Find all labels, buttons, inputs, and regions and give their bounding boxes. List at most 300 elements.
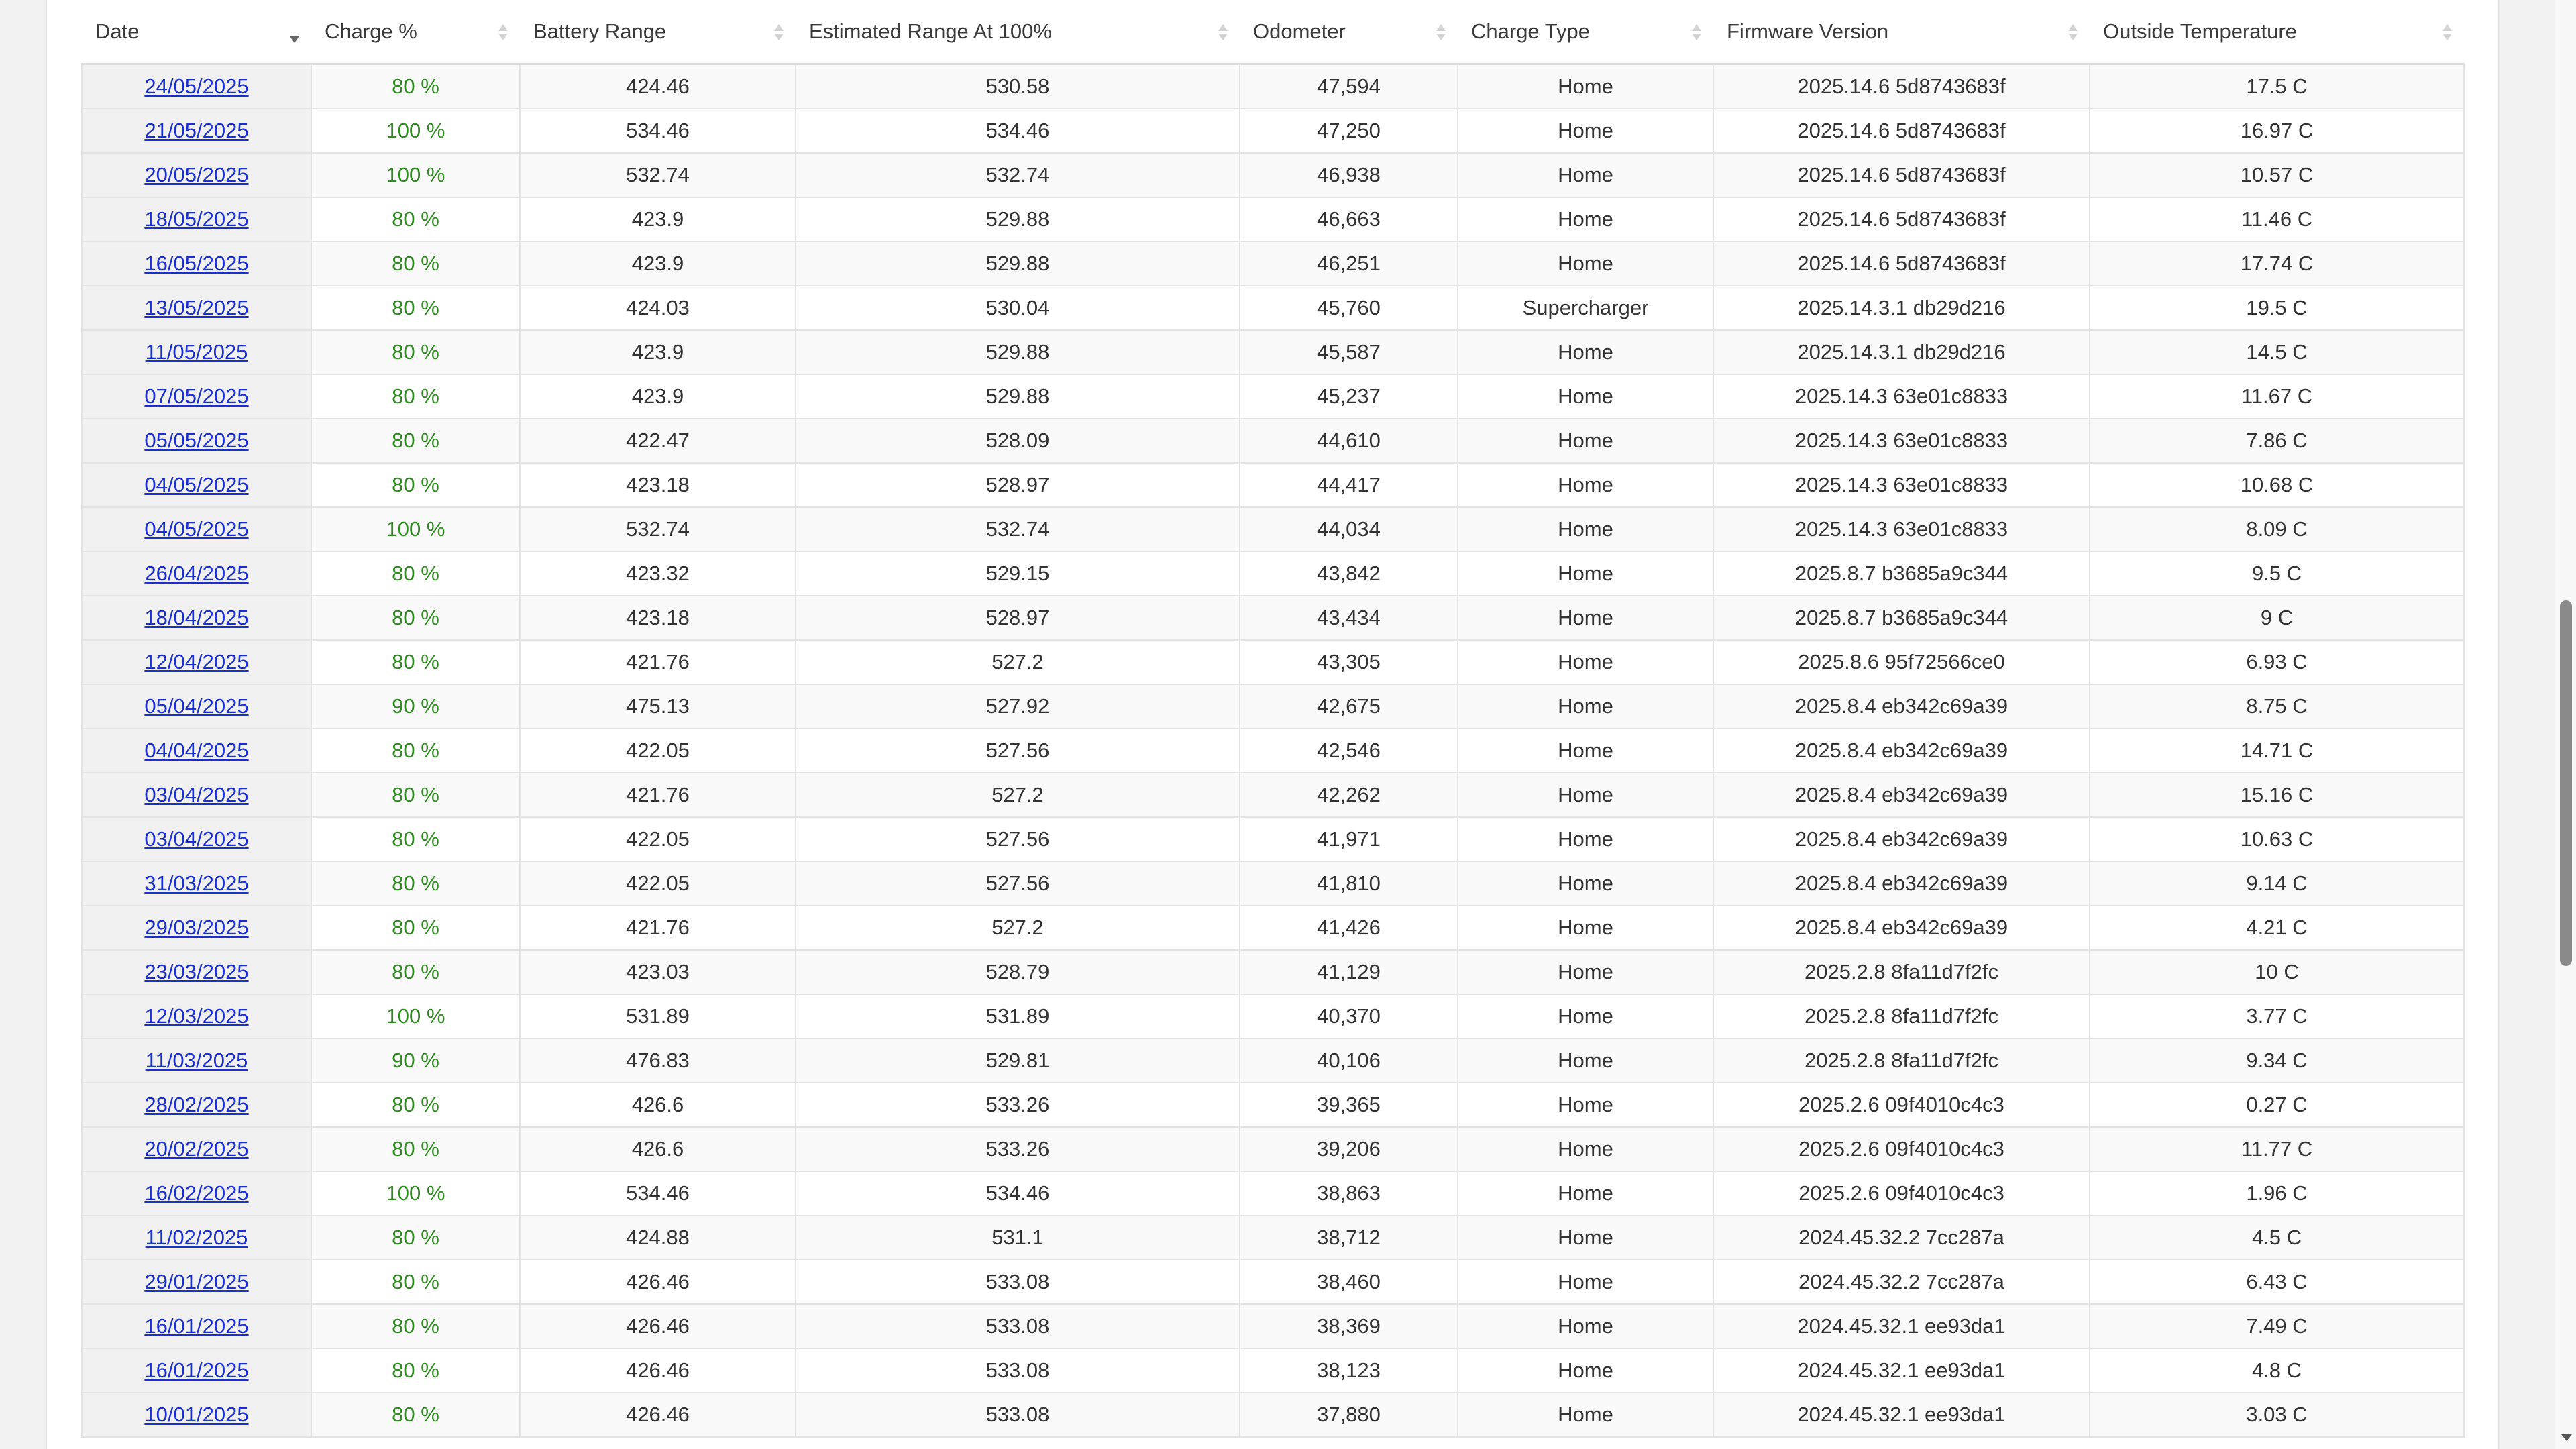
- cell-firmware-version: 2025.8.6 95f72566ce0: [1713, 640, 2090, 684]
- cell-charge-type: Home: [1458, 1216, 1713, 1260]
- cell-charge-percent: 90 %: [311, 684, 520, 729]
- cell-charge-percent: 100 %: [311, 109, 520, 153]
- cell-charge-type: Home: [1458, 729, 1713, 773]
- column-header-label: Date: [95, 19, 140, 43]
- cell-outside-temperature: 1.96 C: [2090, 1171, 2464, 1216]
- cell-firmware-version: 2025.14.3.1 db29d216: [1713, 330, 2090, 374]
- cell-estimated-range: 533.08: [796, 1393, 1240, 1437]
- cell-charge-percent: 80 %: [311, 241, 520, 286]
- sort-icon[interactable]: [498, 24, 508, 44]
- cell-battery-range: 476.83: [520, 1038, 796, 1083]
- cell-outside-temperature: 6.93 C: [2090, 640, 2464, 684]
- cell-battery-range: 424.46: [520, 64, 796, 109]
- cell-odometer: 42,546: [1240, 729, 1458, 773]
- date-link[interactable]: 03/04/2025: [144, 783, 249, 806]
- cell-firmware-version: 2025.14.6 5d8743683f: [1713, 197, 2090, 241]
- table-row: [82, 64, 2464, 109]
- cell-charge-type: Home: [1458, 773, 1713, 817]
- cell-outside-temperature: 4.8 C: [2090, 1348, 2464, 1393]
- cell-date: [82, 1348, 311, 1393]
- cell-charge-type: Home: [1458, 197, 1713, 241]
- cell-date: [82, 861, 311, 906]
- charging-history-table: [81, 0, 2465, 1438]
- cell-charge-type: Home: [1458, 153, 1713, 197]
- cell-charge-percent: 80 %: [311, 1216, 520, 1260]
- cell-date: [82, 419, 311, 463]
- cell-charge-percent: 80 %: [311, 463, 520, 507]
- cell-odometer: 39,365: [1240, 1083, 1458, 1127]
- cell-date: [82, 1083, 311, 1127]
- cell-charge-percent: 80 %: [311, 330, 520, 374]
- cell-outside-temperature: 15.16 C: [2090, 773, 2464, 817]
- table-row: [82, 861, 2464, 906]
- date-link[interactable]: 28/02/2025: [144, 1093, 249, 1116]
- date-link[interactable]: 16/05/2025: [144, 252, 249, 275]
- cell-date: [82, 994, 311, 1038]
- cell-charge-percent: 80 %: [311, 1304, 520, 1348]
- date-link[interactable]: 11/05/2025: [145, 340, 248, 364]
- cell-odometer: 44,417: [1240, 463, 1458, 507]
- cell-outside-temperature: 8.75 C: [2090, 684, 2464, 729]
- cell-estimated-range: 529.81: [796, 1038, 1240, 1083]
- column-header-label: Firmware Version: [1727, 19, 1889, 43]
- cell-odometer: 41,810: [1240, 861, 1458, 906]
- cell-date: [82, 640, 311, 684]
- cell-odometer: 38,863: [1240, 1171, 1458, 1216]
- cell-estimated-range: 532.74: [796, 153, 1240, 197]
- cell-outside-temperature: 0.27 C: [2090, 1083, 2464, 1127]
- table-row: [82, 817, 2464, 861]
- date-link[interactable]: 04/05/2025: [144, 517, 249, 541]
- cell-battery-range: 423.32: [520, 551, 796, 596]
- cell-charge-percent: 80 %: [311, 773, 520, 817]
- cell-charge-percent: 80 %: [311, 861, 520, 906]
- table-row: [82, 1260, 2464, 1304]
- cell-odometer: 47,250: [1240, 109, 1458, 153]
- table-row: [82, 994, 2464, 1038]
- cell-estimated-range: 527.2: [796, 906, 1240, 950]
- cell-battery-range: 534.46: [520, 1171, 796, 1216]
- date-link[interactable]: 07/05/2025: [144, 384, 249, 408]
- sort-icon[interactable]: [1692, 24, 1701, 44]
- cell-outside-temperature: 3.03 C: [2090, 1393, 2464, 1437]
- cell-battery-range: 426.46: [520, 1393, 796, 1437]
- cell-battery-range: 421.76: [520, 773, 796, 817]
- cell-outside-temperature: 10.68 C: [2090, 463, 2464, 507]
- cell-outside-temperature: 3.77 C: [2090, 994, 2464, 1038]
- cell-charge-percent: 80 %: [311, 197, 520, 241]
- cell-charge-type: Home: [1458, 640, 1713, 684]
- table-row: [82, 374, 2464, 419]
- date-link[interactable]: 12/04/2025: [144, 650, 249, 674]
- cell-estimated-range: 528.79: [796, 950, 1240, 994]
- date-link[interactable]: 24/05/2025: [144, 74, 249, 98]
- cell-odometer: 41,971: [1240, 817, 1458, 861]
- cell-outside-temperature: 19.5 C: [2090, 286, 2464, 330]
- table-row: [82, 950, 2464, 994]
- cell-outside-temperature: 9 C: [2090, 596, 2464, 640]
- table-row: [82, 1083, 2464, 1127]
- cell-estimated-range: 533.26: [796, 1083, 1240, 1127]
- cell-charge-percent: 100 %: [311, 507, 520, 551]
- cell-odometer: 45,587: [1240, 330, 1458, 374]
- date-link[interactable]: 18/05/2025: [144, 207, 249, 231]
- cell-firmware-version: 2025.14.3 63e01c8833: [1713, 463, 2090, 507]
- cell-charge-type: Home: [1458, 906, 1713, 950]
- cell-odometer: 46,663: [1240, 197, 1458, 241]
- cell-odometer: 37,880: [1240, 1393, 1458, 1437]
- cell-charge-percent: 80 %: [311, 729, 520, 773]
- cell-firmware-version: 2025.8.4 eb342c69a39: [1713, 773, 2090, 817]
- cell-firmware-version: 2025.2.6 09f4010c4c3: [1713, 1127, 2090, 1171]
- cell-firmware-version: 2024.45.32.2 7cc287a: [1713, 1260, 2090, 1304]
- table-row: [82, 729, 2464, 773]
- cell-charge-percent: 80 %: [311, 64, 520, 109]
- date-link[interactable]: 03/04/2025: [144, 827, 249, 851]
- date-link[interactable]: 16/01/2025: [144, 1314, 249, 1338]
- table-row: [82, 1127, 2464, 1171]
- column-header-outside-temperature[interactable]: [2090, 0, 2464, 64]
- cell-charge-type: Home: [1458, 1393, 1713, 1437]
- cell-outside-temperature: 8.09 C: [2090, 507, 2464, 551]
- cell-estimated-range: 533.08: [796, 1348, 1240, 1393]
- sort-icon[interactable]: [2068, 24, 2078, 44]
- cell-date: [82, 906, 311, 950]
- table-row: [82, 1216, 2464, 1260]
- cell-charge-percent: 90 %: [311, 1038, 520, 1083]
- cell-charge-type: Home: [1458, 1304, 1713, 1348]
- cell-charge-percent: 80 %: [311, 1127, 520, 1171]
- date-link[interactable]: 23/03/2025: [144, 960, 249, 983]
- cell-date: [82, 286, 311, 330]
- cell-firmware-version: 2025.2.8 8fa11d7f2fc: [1713, 1038, 2090, 1083]
- cell-outside-temperature: 14.71 C: [2090, 729, 2464, 773]
- cell-date: [82, 684, 311, 729]
- cell-outside-temperature: 11.67 C: [2090, 374, 2464, 419]
- cell-outside-temperature: 9.14 C: [2090, 861, 2464, 906]
- cell-outside-temperature: 7.86 C: [2090, 419, 2464, 463]
- cell-battery-range: 531.89: [520, 994, 796, 1038]
- date-link[interactable]: 29/03/2025: [144, 916, 249, 939]
- cell-firmware-version: 2025.8.4 eb342c69a39: [1713, 817, 2090, 861]
- cell-outside-temperature: 10.57 C: [2090, 153, 2464, 197]
- table-row: [82, 1393, 2464, 1437]
- cell-firmware-version: 2025.14.3 63e01c8833: [1713, 374, 2090, 419]
- cell-estimated-range: 534.46: [796, 1171, 1240, 1216]
- cell-battery-range: 423.9: [520, 374, 796, 419]
- cell-odometer: 38,369: [1240, 1304, 1458, 1348]
- cell-date: [82, 197, 311, 241]
- date-link[interactable]: 04/04/2025: [144, 739, 249, 762]
- table-row: [82, 330, 2464, 374]
- cell-estimated-range: 530.58: [796, 64, 1240, 109]
- cell-firmware-version: 2025.8.4 eb342c69a39: [1713, 861, 2090, 906]
- cell-charge-percent: 80 %: [311, 286, 520, 330]
- cell-firmware-version: 2025.14.3 63e01c8833: [1713, 507, 2090, 551]
- cell-outside-temperature: 16.97 C: [2090, 109, 2464, 153]
- cell-odometer: 45,237: [1240, 374, 1458, 419]
- cell-charge-type: Home: [1458, 861, 1713, 906]
- cell-date: [82, 330, 311, 374]
- cell-charge-type: Home: [1458, 507, 1713, 551]
- cell-battery-range: 426.46: [520, 1260, 796, 1304]
- cell-estimated-range: 527.2: [796, 773, 1240, 817]
- cell-firmware-version: 2025.2.6 09f4010c4c3: [1713, 1083, 2090, 1127]
- cell-firmware-version: 2025.2.8 8fa11d7f2fc: [1713, 950, 2090, 994]
- cell-outside-temperature: 17.5 C: [2090, 64, 2464, 109]
- cell-charge-percent: 80 %: [311, 1260, 520, 1304]
- cell-date: [82, 596, 311, 640]
- cell-outside-temperature: 7.49 C: [2090, 1304, 2464, 1348]
- table-header-row: [82, 0, 2464, 64]
- date-link[interactable]: 26/04/2025: [144, 561, 249, 585]
- cell-battery-range: 423.9: [520, 197, 796, 241]
- column-header-date[interactable]: [82, 0, 311, 64]
- cell-estimated-range: 529.88: [796, 374, 1240, 419]
- column-header-firmware-version[interactable]: [1713, 0, 2090, 64]
- column-header-charge-type[interactable]: [1458, 0, 1713, 64]
- date-link[interactable]: 16/02/2025: [144, 1181, 249, 1205]
- cell-date: [82, 551, 311, 596]
- cell-date: [82, 1038, 311, 1083]
- sort-icon[interactable]: [1436, 24, 1446, 44]
- cell-charge-type: Home: [1458, 1171, 1713, 1216]
- date-link[interactable]: 20/05/2025: [144, 163, 249, 186]
- cell-charge-type: Home: [1458, 551, 1713, 596]
- cell-charge-percent: 100 %: [311, 153, 520, 197]
- date-link[interactable]: 05/04/2025: [144, 694, 249, 718]
- cell-date: [82, 241, 311, 286]
- cell-firmware-version: 2024.45.32.1 ee93da1: [1713, 1393, 2090, 1437]
- table-row: [82, 153, 2464, 197]
- cell-odometer: 40,370: [1240, 994, 1458, 1038]
- cell-odometer: 41,129: [1240, 950, 1458, 994]
- date-link[interactable]: 11/03/2025: [145, 1049, 248, 1072]
- cell-date: [82, 507, 311, 551]
- cell-firmware-version: 2024.45.32.2 7cc287a: [1713, 1216, 2090, 1260]
- cell-battery-range: 532.74: [520, 507, 796, 551]
- date-link[interactable]: 18/04/2025: [144, 606, 249, 629]
- table-row: [82, 463, 2464, 507]
- cell-odometer: 38,460: [1240, 1260, 1458, 1304]
- cell-estimated-range: 530.04: [796, 286, 1240, 330]
- vertical-scrollbar[interactable]: [2555, 0, 2576, 1449]
- cell-battery-range: 423.9: [520, 241, 796, 286]
- date-link[interactable]: 10/01/2025: [144, 1403, 249, 1426]
- cell-battery-range: 426.46: [520, 1348, 796, 1393]
- cell-firmware-version: 2025.8.7 b3685a9c344: [1713, 551, 2090, 596]
- table-row: [82, 596, 2464, 640]
- cell-odometer: 46,938: [1240, 153, 1458, 197]
- cell-charge-percent: 80 %: [311, 374, 520, 419]
- sort-icon[interactable]: [774, 24, 784, 44]
- cell-date: [82, 463, 311, 507]
- cell-battery-range: 423.9: [520, 330, 796, 374]
- cell-date: [82, 773, 311, 817]
- page-container: [46, 0, 2500, 1449]
- cell-outside-temperature: 11.77 C: [2090, 1127, 2464, 1171]
- cell-estimated-range: 529.15: [796, 551, 1240, 596]
- cell-firmware-version: 2025.8.4 eb342c69a39: [1713, 729, 2090, 773]
- cell-battery-range: 424.03: [520, 286, 796, 330]
- cell-charge-type: Supercharger: [1458, 286, 1713, 330]
- table-row: [82, 640, 2464, 684]
- cell-estimated-range: 527.56: [796, 861, 1240, 906]
- table-row: [82, 109, 2464, 153]
- date-link[interactable]: 21/05/2025: [144, 119, 249, 142]
- cell-estimated-range: 528.97: [796, 463, 1240, 507]
- date-link[interactable]: 13/05/2025: [144, 296, 249, 319]
- cell-battery-range: 475.13: [520, 684, 796, 729]
- cell-charge-type: Home: [1458, 596, 1713, 640]
- cell-battery-range: 532.74: [520, 153, 796, 197]
- column-header-label: Charge %: [325, 19, 417, 43]
- table-body: [82, 64, 2464, 1438]
- cell-charge-percent: 80 %: [311, 1348, 520, 1393]
- cell-outside-temperature: 17.74 C: [2090, 241, 2464, 286]
- cell-charge-percent: 80 %: [311, 817, 520, 861]
- cell-outside-temperature: 11.46 C: [2090, 197, 2464, 241]
- column-header-label: Battery Range: [533, 19, 667, 43]
- cell-date: [82, 1304, 311, 1348]
- cell-battery-range: 426.6: [520, 1083, 796, 1127]
- cell-charge-percent: 80 %: [311, 906, 520, 950]
- cell-battery-range: 422.05: [520, 817, 796, 861]
- cell-estimated-range: 527.56: [796, 729, 1240, 773]
- cell-date: [82, 153, 311, 197]
- cell-estimated-range: 528.09: [796, 419, 1240, 463]
- cell-battery-range: 422.05: [520, 729, 796, 773]
- cell-charge-type: Home: [1458, 330, 1713, 374]
- cell-charge-percent: 80 %: [311, 419, 520, 463]
- cell-date: [82, 1393, 311, 1437]
- cell-estimated-range: 529.88: [796, 197, 1240, 241]
- cell-charge-type: Home: [1458, 950, 1713, 994]
- cell-battery-range: 426.6: [520, 1127, 796, 1171]
- cell-estimated-range: 533.26: [796, 1127, 1240, 1171]
- table-row: [82, 551, 2464, 596]
- table-row: [82, 1038, 2464, 1083]
- column-header-odometer[interactable]: [1240, 0, 1458, 64]
- cell-date: [82, 1260, 311, 1304]
- cell-firmware-version: 2025.14.3 63e01c8833: [1713, 419, 2090, 463]
- date-link[interactable]: 31/03/2025: [144, 871, 249, 895]
- cell-date: [82, 729, 311, 773]
- column-header-estimated-range[interactable]: [796, 0, 1240, 64]
- cell-outside-temperature: 10.63 C: [2090, 817, 2464, 861]
- cell-odometer: 43,842: [1240, 551, 1458, 596]
- cell-odometer: 38,123: [1240, 1348, 1458, 1393]
- cell-charge-type: Home: [1458, 1127, 1713, 1171]
- cell-estimated-range: 527.2: [796, 640, 1240, 684]
- cell-battery-range: 422.47: [520, 419, 796, 463]
- cell-firmware-version: 2025.8.4 eb342c69a39: [1713, 906, 2090, 950]
- cell-odometer: 43,305: [1240, 640, 1458, 684]
- cell-date: [82, 1171, 311, 1216]
- cell-odometer: 38,712: [1240, 1216, 1458, 1260]
- table-row: [82, 507, 2464, 551]
- cell-estimated-range: 531.1: [796, 1216, 1240, 1260]
- cell-firmware-version: 2025.8.4 eb342c69a39: [1713, 684, 2090, 729]
- cell-outside-temperature: 4.21 C: [2090, 906, 2464, 950]
- cell-firmware-version: 2025.14.3.1 db29d216: [1713, 286, 2090, 330]
- date-link[interactable]: 11/02/2025: [145, 1226, 248, 1249]
- date-link[interactable]: 29/01/2025: [144, 1270, 249, 1293]
- cell-odometer: 43,434: [1240, 596, 1458, 640]
- cell-outside-temperature: 6.43 C: [2090, 1260, 2464, 1304]
- cell-charge-percent: 80 %: [311, 596, 520, 640]
- column-header-charge-percent[interactable]: [311, 0, 520, 64]
- cell-charge-percent: 80 %: [311, 1393, 520, 1437]
- cell-odometer: 44,610: [1240, 419, 1458, 463]
- cell-firmware-version: 2025.14.6 5d8743683f: [1713, 153, 2090, 197]
- table-row: [82, 1171, 2464, 1216]
- cell-estimated-range: 529.88: [796, 330, 1240, 374]
- column-header-label: Outside Temperature: [2103, 19, 2297, 43]
- cell-odometer: 45,760: [1240, 286, 1458, 330]
- cell-battery-range: 422.05: [520, 861, 796, 906]
- date-link[interactable]: 04/05/2025: [144, 473, 249, 496]
- cell-charge-type: Home: [1458, 64, 1713, 109]
- cell-firmware-version: 2025.2.8 8fa11d7f2fc: [1713, 994, 2090, 1038]
- scrollbar-thumb[interactable]: [2560, 600, 2572, 966]
- table-row: [82, 241, 2464, 286]
- column-header-label: Charge Type: [1471, 19, 1590, 43]
- cell-date: [82, 1216, 311, 1260]
- cell-date: [82, 817, 311, 861]
- date-link[interactable]: 05/05/2025: [144, 429, 249, 452]
- date-link[interactable]: 16/01/2025: [144, 1358, 249, 1382]
- cell-outside-temperature: 14.5 C: [2090, 330, 2464, 374]
- cell-charge-percent: 100 %: [311, 994, 520, 1038]
- cell-battery-range: 424.88: [520, 1216, 796, 1260]
- cell-charge-type: Home: [1458, 419, 1713, 463]
- cell-estimated-range: 527.92: [796, 684, 1240, 729]
- table-row: [82, 1304, 2464, 1348]
- cell-charge-percent: 80 %: [311, 950, 520, 994]
- cell-battery-range: 534.46: [520, 109, 796, 153]
- cell-battery-range: 421.76: [520, 640, 796, 684]
- table-row: [82, 773, 2464, 817]
- cell-charge-type: Home: [1458, 817, 1713, 861]
- cell-firmware-version: 2025.14.6 5d8743683f: [1713, 241, 2090, 286]
- column-header-label: Estimated Range At 100%: [809, 19, 1052, 43]
- cell-charge-type: Home: [1458, 241, 1713, 286]
- sort-icon[interactable]: [1218, 24, 1228, 44]
- cell-date: [82, 109, 311, 153]
- cell-charge-percent: 80 %: [311, 551, 520, 596]
- cell-firmware-version: 2025.14.6 5d8743683f: [1713, 64, 2090, 109]
- date-link[interactable]: 12/03/2025: [144, 1004, 249, 1028]
- sort-desc-icon[interactable]: [290, 24, 299, 44]
- cell-charge-type: Home: [1458, 994, 1713, 1038]
- cell-charge-type: Home: [1458, 374, 1713, 419]
- cell-estimated-range: 529.88: [796, 241, 1240, 286]
- cell-firmware-version: 2024.45.32.1 ee93da1: [1713, 1348, 2090, 1393]
- cell-firmware-version: 2025.8.7 b3685a9c344: [1713, 596, 2090, 640]
- cell-odometer: 47,594: [1240, 64, 1458, 109]
- cell-odometer: 41,426: [1240, 906, 1458, 950]
- cell-estimated-range: 532.74: [796, 507, 1240, 551]
- cell-odometer: 46,251: [1240, 241, 1458, 286]
- table-row: [82, 197, 2464, 241]
- cell-date: [82, 950, 311, 994]
- column-header-battery-range[interactable]: [520, 0, 796, 64]
- date-link[interactable]: 20/02/2025: [144, 1137, 249, 1161]
- cell-firmware-version: 2025.2.6 09f4010c4c3: [1713, 1171, 2090, 1216]
- scroll-down-arrow-icon[interactable]: [2561, 1434, 2572, 1441]
- sort-icon[interactable]: [2443, 24, 2452, 44]
